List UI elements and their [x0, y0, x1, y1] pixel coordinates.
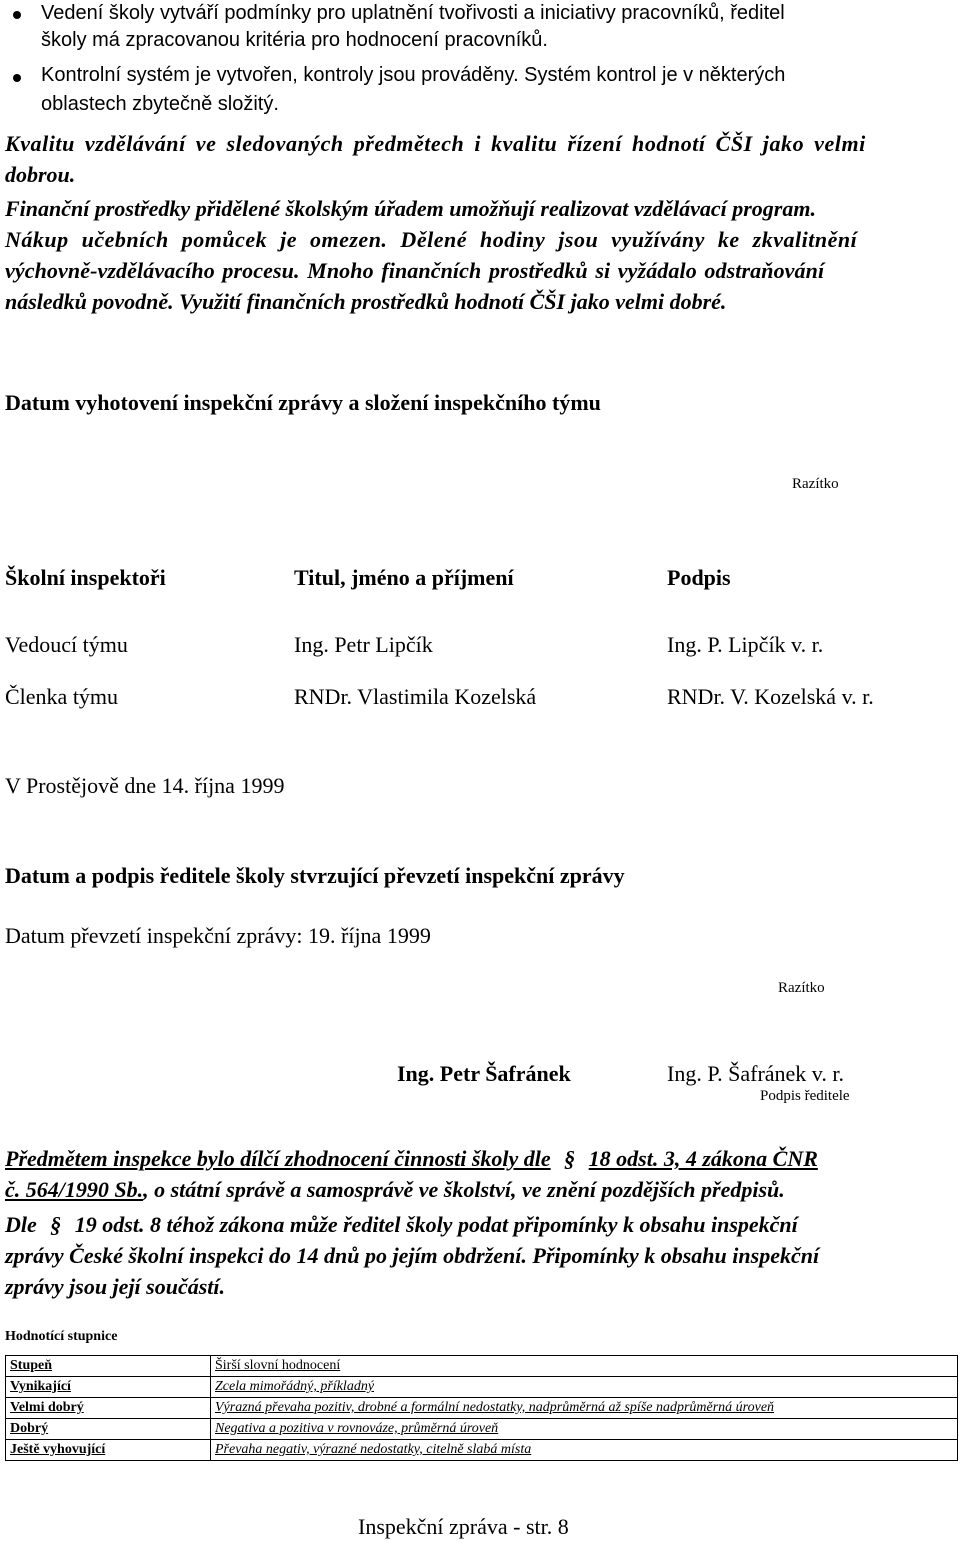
team-row-signature: RNDr. V. Kozelská v. r.	[667, 684, 874, 709]
stamp-label: Razítko	[792, 476, 839, 492]
team-header-signature: Podpis	[667, 565, 731, 590]
quality-line: dobrou.	[5, 162, 76, 187]
table-row	[6, 1398, 958, 1419]
table-row	[6, 1440, 958, 1461]
remarks-line: zprávy jsou její součástí.	[5, 1274, 226, 1299]
team-row-name: RNDr. Vlastimila Kozelská	[294, 684, 537, 709]
table-cell: Převaha negativ, výrazné nedostatky, citelně slabá místa	[211, 1440, 958, 1461]
finance-line: následků povodně. Využití finančních prostředků hodnotí ČŠI jako velmi dobré.	[5, 289, 727, 314]
team-row-role: Členka týmu	[5, 684, 119, 709]
stamp-label: Razítko	[778, 980, 825, 996]
bullet-icon	[13, 11, 21, 19]
finance-line: výchovně-vzdělávacího procesu. Mnoho finančních prostředků si vyžádalo odstraňování	[5, 258, 825, 283]
table-cell: Výrazná převaha pozitiv, drobné a formální nedostatky, nadprůměrná až spíše nadprůměrná úroveň	[211, 1398, 958, 1419]
table-row	[6, 1356, 958, 1377]
page-footer: Inspekční zpráva - str. 8	[358, 1514, 569, 1539]
team-row-signature: Ing. P. Lipčík v. r.	[667, 632, 824, 657]
remarks-text: Dle	[5, 1212, 37, 1237]
finance-line: Nákup učebních pomůcek je omezen. Dělené hodiny jsou využívány ke zkvalitnění	[5, 227, 858, 252]
table-cell: Velmi dobrý	[6, 1398, 211, 1419]
bullet-text: oblastech zbytečně složitý.	[41, 93, 279, 115]
subject-line	[5, 1177, 785, 1203]
director-heading: Datum a podpis ředitele školy stvrzující převzetí inspekční zprávy	[5, 863, 625, 888]
scale-title: Hodnotící stupnice	[5, 1329, 118, 1344]
finance-line: Finanční prostředky přidělené školským úřadem umožňují realizovat vzdělávací program.	[5, 196, 816, 221]
team-header-name: Titul, jméno a příjmení	[294, 565, 514, 590]
handover-date: Datum převzetí inspekční zprávy: 19. října 1999	[5, 923, 431, 948]
bullet-icon	[13, 74, 21, 82]
team-row-role: Vedoucí týmu	[5, 632, 128, 657]
director-name: Ing. Petr Šafránek	[397, 1061, 571, 1086]
rating-scale-table	[5, 1355, 958, 1461]
table-row	[6, 1419, 958, 1440]
team-row-name: Ing. Petr Lipčík	[294, 632, 433, 657]
bullet-text: Vedení školy vytváří podmínky pro uplatnění tvořivosti a iniciativy pracovníků, ředitel	[41, 2, 785, 24]
table-cell: Dobrý	[6, 1419, 211, 1440]
remarks-line	[5, 1212, 798, 1238]
section-symbol: §	[50, 1212, 62, 1237]
quality-line: Kvalitu vzdělávání ve sledovaných předmětech i kvalitu řízení hodnotí ČŠI jako velmi	[5, 131, 866, 156]
subject-text: 18 odst. 3, 4 zákona ČNR	[588, 1146, 818, 1171]
table-row	[6, 1377, 958, 1398]
bullet-text: školy má zpracovanou kritéria pro hodnocení pracovníků.	[41, 29, 548, 51]
table-cell: Ještě vyhovující	[6, 1440, 211, 1461]
table-cell: Negativa a pozitiva v rovnováze, průměrná úroveň	[211, 1419, 958, 1440]
table-header-cell: Širší slovní hodnocení	[211, 1356, 958, 1377]
remarks-text: 19 odst. 8 téhož zákona může ředitel školy podat připomínky k obsahu inspekční	[74, 1212, 798, 1237]
place-date: V Prostějově dne 14. října 1999	[5, 773, 285, 798]
section-symbol: §	[564, 1146, 576, 1171]
subject-text: Předmětem inspekce bylo dílčí zhodnocení činnosti školy dle	[5, 1146, 551, 1171]
director-signature-label: Podpis ředitele	[760, 1088, 850, 1104]
remarks-line: zprávy České školní inspekci do 14 dnů po jejím obdržení. Připomínky k obsahu inspekční	[5, 1243, 820, 1268]
table-header-cell: Stupeň	[6, 1356, 211, 1377]
table-cell: Vynikající	[6, 1377, 211, 1398]
subject-line	[5, 1146, 818, 1172]
subject-law: č. 564/1990 Sb.	[5, 1177, 144, 1202]
subject-text: , o státní správě a samosprávě ve školství, ve znění pozdějších předpisů.	[143, 1177, 785, 1202]
table-cell: Zcela mimořádný, příkladný	[211, 1377, 958, 1398]
report-date-heading: Datum vyhotovení inspekční zprávy a složení inspekčního týmu	[5, 390, 601, 415]
director-signature: Ing. P. Šafránek v. r.	[667, 1061, 844, 1086]
bullet-text: Kontrolní systém je vytvořen, kontroly jsou prováděny. Systém kontrol je v některých	[41, 64, 786, 86]
team-header-role: Školní inspektoři	[5, 565, 166, 590]
